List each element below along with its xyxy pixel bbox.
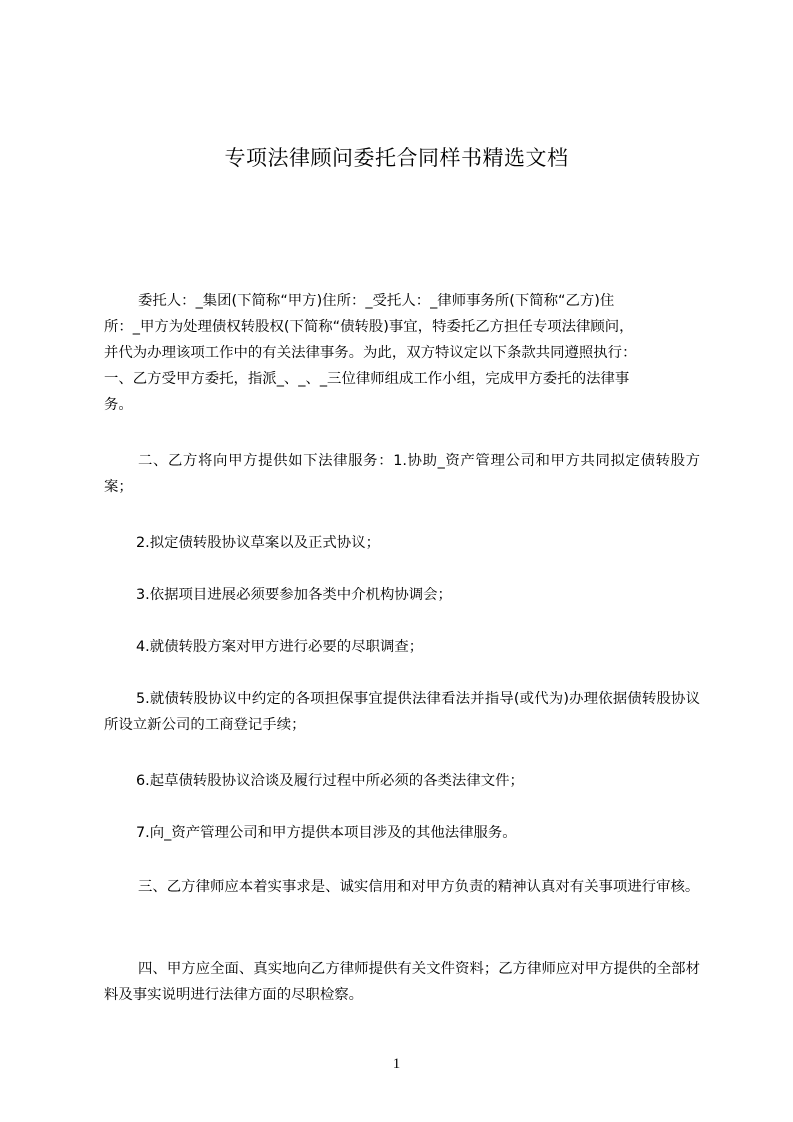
service-item-4: 4.就债转股方案对甲方进行必要的尽职调查； (136, 639, 424, 655)
clause-3-paragraph: 三、乙方律师应本着实事求是、诚实信用和对甲方负责的精神认真对有关事项进行审核。 (138, 879, 700, 895)
service-item-7: 7.向_资产管理公司和甲方提供本项目涉及的其他法律服务。 (136, 825, 517, 841)
intro-line: 一、乙方受甲方委托，指派_、_、_三位律师组成工作小组，完成甲方委托的法律事 (104, 371, 630, 387)
clause-4-paragraph: 四、甲方应全面、真实地向乙方律师提供有关文件资料；乙方律师应对甲方提供的全部材料及事实说明进行法律方面的尽职检察。 (104, 961, 700, 1003)
service-item-3: 3.依据项目进展必须要参加各类中介机构协调会； (136, 587, 452, 603)
service-item-6: 6.起草债转股协议洽谈及履行过程中所必须的各类法律文件； (136, 773, 524, 789)
document-title: 专项法律顾问委托合同样书精选文档 (224, 146, 569, 170)
page-number: 1 (392, 1056, 401, 1072)
intro-paragraph (104, 288, 700, 418)
intro-line: 委托人：_集团(下简称“甲方)住所：_受托人：_律师事务所(下简称“乙方)住 (138, 293, 615, 309)
intro-line: 务。 (104, 397, 133, 413)
clause-2-paragraph: 二、乙方将向甲方提供如下法律服务：1.协助_资产管理公司和甲方共同拟定债转股方案； (104, 453, 700, 495)
service-item-5: 5.就债转股协议中约定的各项担保事宜提供法律看法并指导(或代为)办理依据债转股协议所设立新公司的工商登记手续； (104, 691, 700, 733)
intro-line: 并代为办理该项工作中的有关法律事务。为此，双方特议定以下条款共同遵照执行： (104, 345, 637, 361)
service-item-2: 2.拟定债转股协议草案以及正式协议； (136, 535, 380, 551)
intro-line: 所：_甲方为处理债权转股权(下简称“债转股)事宜，特委托乙方担任专项法律顾问， (104, 319, 634, 335)
